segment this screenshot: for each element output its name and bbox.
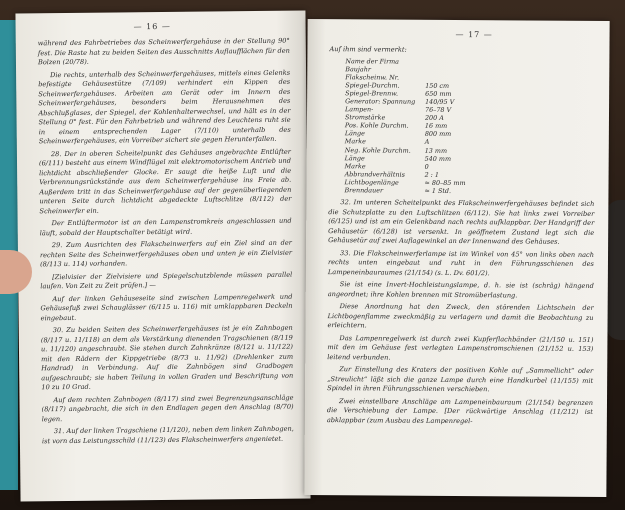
paragraph: während des Fahrbetriebes das Scheinwerfergehäuse in der Stellung 90° fest. Die Raste hat zu beiden Seiten des Ausschnitts Auflaufflächen für den Bolzen (20/78). [37, 36, 290, 67]
spec-label: Spiegel-Durchm. [345, 80, 400, 90]
paragraph: Die rechts, unterhalb des Scheinwerfergehäuses, mittels eines Gelenks befestigte Gehäusestütze (7/109) verhindert ein Kippen des Scheinwerfergehäuses. Arbeiten am Gerät oder im Innern des Scheinwerfergehäuses, besonders beim Herausnehmen des Abschlußglases, der Spiegel, der Kohlenhalterwechsel, und hält es in der Stellung 0° fest. Für den Fahrbetrieb und während des Leuchtens ruht sie in einem entsprechenden Lager (7/110) unterhalb des Scheinwerfergehäuses, ein Vorreiber sichert sie gegen Herunterfallen. [38, 68, 291, 146]
spec-label: Neg. Kohle Durchm. [344, 145, 411, 155]
spec-label: Baujahr [345, 64, 371, 73]
spec-value: 16 mm [424, 122, 448, 131]
paragraph: 32. Im unteren Scheitelpunkt des Flakscheinwerfergehäuses befindet sich die Schutzplatte zu den Luftschlitzen (6/112). Sie hat links zwei Vorreiber (6/125) und ist am ein Gelenkband nach rechts aufklappbar. Der Handgriff der Gehäusetür (6/128) ist versenkt. In geöffnetem Zustand legt sich die Gehäusetür auf zwei Auflagewinkel an der Innenwand des Gehäuses. [328, 198, 595, 246]
spec-label: Lampen- [345, 105, 374, 114]
spec-label: Brenndauer [344, 186, 384, 195]
spec-value: 150 cm [425, 81, 450, 90]
left-page-body [38, 37, 294, 450]
spec-value: A [424, 138, 430, 147]
page-number: — 17 — [455, 29, 493, 40]
paragraph: Der Entlüftermotor ist an den Lampenstromkreis angeschlossen und läuft, sobald der Hauptschalter betätigt wird. [39, 216, 292, 237]
spec-label: Pos. Kohle Durchm. [344, 121, 409, 130]
paragraph: 30. Zu beiden Seiten des Scheinwerfergehäuses ist je ein Zahnbogen (8/117 u. 11/118) an dem als Verstärkung dienenden Tragschienen (8/119 u. 11/120) angeschraubt. Sie stehen durch Zahnkränze (8/121 u. 11/122) mit den Rädern der Kippgetriebe (8/73 u. 11/92) (Drehlenker zum Handrad) in Verbindung. Auf die Zahnbögen sind Gradbogen aufgeschraubt; sie haben Teilung in vollen Graden und Beschriftung von 10 zu 10 Grad. [40, 323, 294, 392]
spec-label: Marke [344, 161, 366, 171]
spec-value: ≈ 1 Std. [424, 186, 452, 195]
spec-value: 13 mm [424, 146, 448, 155]
spec-value: 140/95 V [425, 97, 455, 106]
spec-label: Stromstärke [344, 113, 386, 122]
right-page-body [327, 45, 596, 430]
spec-label: Abbrandverhältnis [344, 170, 405, 179]
paragraph: Sie ist eine Invert-Hochleistungslampe, d. h. sie ist (schräg) hängend angeordnet; ihre Kohlen brennen mit Stromüberlastung. [327, 280, 594, 300]
paragraph: 33. Die Flakscheinwerferlampe ist im Winkel von 45° von links oben nach rechts unten eingebaut und ruht in den Führungsschienen des Lampeneinbauraumes (21/154) (s. L. Dv. 601/2). [327, 248, 595, 277]
paragraph: 28. Der in oberen Scheitelpunkt des Gehäuses angebrachte Entlüfter (6/111) besteht aus einem Windflügel mit elektromotorischem Antrieb und lichtdicht abschließender Glocke. Er saugt die heiße Luft und die Verbrennungsrückstände aus dem Scheinwerfergehäuse ins Freie ab. Außerdem tritt in das Scheinwerfergehäuse auf der gegenüberliegenden unteren Seite durch lichtdicht abgedeckte Luftschlitze (8/112) der Scheinwerfer ein. [38, 147, 292, 215]
paragraph: Zur Einstellung des Kraters der positiven Kohle auf „Sammellicht“ oder „Streulicht“ läßt sich die ganze Lampe durch eine Handkurbel (11/155) mit Spindel in ihren Führungsschienen verschieben. [327, 365, 594, 394]
spec-value: 540 mm [424, 154, 452, 163]
spec-value: ≈ 80–85 mm [424, 178, 466, 187]
spec-value: 800 mm [424, 130, 452, 139]
paragraph: Zwei einstellbare Anschläge am Lampeneinbauraum (21/154) begrenzen die Verschiebung der Lampe. [Der rückwärtige Anschlag (11/212) ist abklappbar (zum Ausbau des Lampenregel- [326, 396, 594, 425]
spec-row [328, 186, 594, 196]
specs-table [328, 57, 595, 196]
spec-value: 200 A [424, 113, 444, 123]
spec-label: Flakscheinw. Nr. [345, 72, 400, 82]
paragraph: Auf dem rechten Zahnbogen (8/117) sind zwei Begrenzungsanschläge (8/117) angebracht, die sich in den Endlagen gegen den Anschlag (8/70) legen. [41, 393, 294, 423]
right-page [304, 19, 609, 497]
paragraph: Das Lampenregelwerk ist durch zwei Kupferflachbänder (21/150 u. 151) mit den im Gehäuse fest verlegten Lampenstromschienen (21/152 u. 153) leitend verbunden. [327, 333, 594, 362]
spec-value: 2 : 1 [424, 170, 439, 179]
paragraph: 29. Zum Ausrichten des Flakscheinwerfers auf ein Ziel sind an der rechten Seite des Scheinwerfergehäuses oben und unten je ein Zielvisier (8/113 u. 114) vorhanden. [39, 238, 293, 269]
paragraph: [Zielvisier der Zielvisiere und Spiegelschutzblende müssen parallel laufen. Von Zeit zu Zeit prüfen.] — [40, 270, 293, 291]
spec-label: Länge [344, 153, 365, 162]
spec-label: Länge [344, 129, 365, 138]
spec-label: Lichtbogenlänge [344, 178, 399, 187]
spec-label: Marke [344, 137, 366, 146]
spec-value: 0 [424, 162, 429, 171]
spec-value: 650 mm [425, 89, 452, 98]
page-number: — 16 — [133, 21, 171, 32]
paragraph: Auf der linken Gehäuseseite sind zwischen Lampenregelwerk und Gehäusefuß zwei Schauglässer (6/115 u. 116) mit umklappbaren Deckeln eingebaut. [40, 292, 293, 322]
left-page [15, 10, 310, 501]
spec-label: Generator: Spannung [345, 97, 416, 106]
right-hand [606, 200, 625, 340]
spec-label: Spiegel-Brennw. [345, 89, 399, 98]
paragraph: Diese Anordnung hat den Zweck, den störenden Lichtschein der Lichtbogenflamme zweckmäßig zu verlagern und damit die Beobachtung zu erleichtern. [327, 302, 594, 330]
spec-label: Name der Firma [345, 56, 400, 66]
specs-intro: Auf ihm sind vermerkt: [329, 45, 407, 54]
spec-value: 76–78 V [425, 105, 452, 115]
paragraph: 31. Auf der linken Tragschiene (11/120), neben dem linken Zahnbogen, ist vorn das Leistungsschild (11/123) des Flakscheinwerfers angenietet. [41, 424, 294, 445]
